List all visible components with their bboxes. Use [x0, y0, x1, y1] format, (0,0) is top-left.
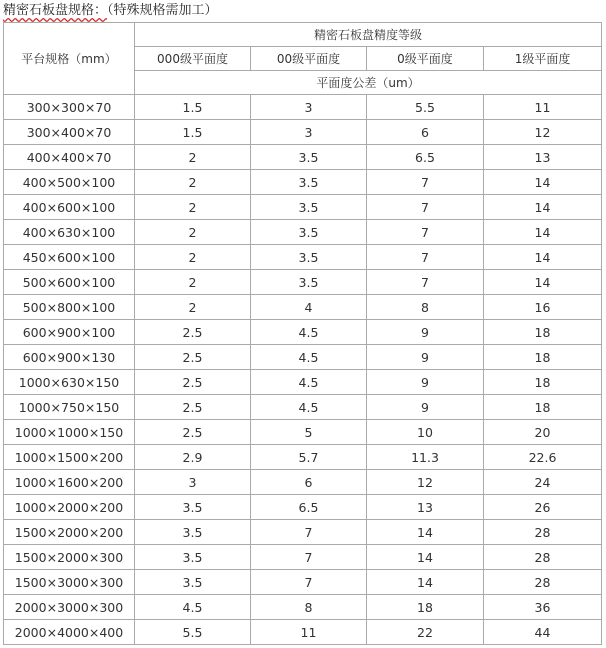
grade-1-cell: 14 — [484, 220, 602, 245]
table-row — [4, 570, 602, 595]
grade-000-cell: 1.5 — [135, 120, 251, 145]
grade-1-header: 1级平面度 — [484, 47, 602, 71]
grade-000-cell: 3.5 — [135, 545, 251, 570]
grade-000-cell: 2.5 — [135, 420, 251, 445]
grade-00-cell: 6.5 — [251, 495, 367, 520]
grade-00-cell: 5.7 — [251, 445, 367, 470]
spec-cell: 300×300×70 — [4, 95, 135, 120]
grade-00-cell: 5 — [251, 420, 367, 445]
grade-0-cell: 14 — [367, 520, 484, 545]
grade-0-cell: 7 — [367, 195, 484, 220]
spec-cell: 1000×1000×150 — [4, 420, 135, 445]
table-row — [4, 220, 602, 245]
grade-0-cell: 6 — [367, 120, 484, 145]
spec-cell: 500×800×100 — [4, 295, 135, 320]
table-row — [4, 145, 602, 170]
table-row — [4, 545, 602, 570]
table-row — [4, 420, 602, 445]
spec-cell: 300×400×70 — [4, 120, 135, 145]
grade-1-cell: 36 — [484, 595, 602, 620]
grade-00-cell: 3.5 — [251, 245, 367, 270]
grade-00-cell: 7 — [251, 570, 367, 595]
table-body — [4, 95, 602, 645]
grade-1-cell: 14 — [484, 170, 602, 195]
grade-000-cell: 2.9 — [135, 445, 251, 470]
spec-cell: 400×400×70 — [4, 145, 135, 170]
grade-00-cell: 4.5 — [251, 320, 367, 345]
grade-0-cell: 11.3 — [367, 445, 484, 470]
grade-1-cell: 28 — [484, 545, 602, 570]
grade-00-cell: 3.5 — [251, 170, 367, 195]
grade-1-cell: 28 — [484, 520, 602, 545]
spec-cell: 500×600×100 — [4, 270, 135, 295]
spec-cell: 1000×750×150 — [4, 395, 135, 420]
grade-1-cell: 16 — [484, 295, 602, 320]
grade-000-cell: 2 — [135, 270, 251, 295]
table-row — [4, 445, 602, 470]
spec-header-cell: 平台规格（mm） — [4, 23, 135, 95]
grade-000-cell: 2 — [135, 145, 251, 170]
title-main: 精密石板盘规格： — [3, 3, 108, 18]
page-title — [3, 2, 218, 20]
grade-000-cell: 2 — [135, 170, 251, 195]
grade-00-cell: 7 — [251, 545, 367, 570]
grade-0-cell: 9 — [367, 320, 484, 345]
spec-cell: 600×900×100 — [4, 320, 135, 345]
grade-00-cell: 6 — [251, 470, 367, 495]
grade-1-cell: 14 — [484, 195, 602, 220]
grade-0-cell: 18 — [367, 595, 484, 620]
spec-cell: 1000×630×150 — [4, 370, 135, 395]
grade-00-cell: 3 — [251, 95, 367, 120]
grade-000-cell: 2.5 — [135, 320, 251, 345]
table-row — [4, 195, 602, 220]
spec-cell: 2000×3000×300 — [4, 595, 135, 620]
grade-1-cell: 24 — [484, 470, 602, 495]
grade-00-cell: 4 — [251, 295, 367, 320]
grade-0-cell: 9 — [367, 345, 484, 370]
grade-00-cell: 3.5 — [251, 195, 367, 220]
title-note: （特殊规格需加工） — [107, 3, 218, 18]
table-header — [4, 23, 602, 95]
grade-000-cell: 2.5 — [135, 395, 251, 420]
grade-000-cell: 3.5 — [135, 570, 251, 595]
grade-0-cell: 14 — [367, 570, 484, 595]
spec-cell: 600×900×130 — [4, 345, 135, 370]
grade-1-cell: 18 — [484, 320, 602, 345]
table-row — [4, 120, 602, 145]
grade-0-cell: 12 — [367, 470, 484, 495]
grade-1-cell: 28 — [484, 570, 602, 595]
grade-1-cell: 22.6 — [484, 445, 602, 470]
spec-cell: 1000×1500×200 — [4, 445, 135, 470]
grade-1-cell: 18 — [484, 345, 602, 370]
grade-00-cell: 4.5 — [251, 345, 367, 370]
table-row — [4, 595, 602, 620]
table-row — [4, 245, 602, 270]
spec-cell: 450×600×100 — [4, 245, 135, 270]
grade-00-cell: 3 — [251, 120, 367, 145]
grade-00-cell: 4.5 — [251, 395, 367, 420]
table-row — [4, 520, 602, 545]
grade-1-cell: 20 — [484, 420, 602, 445]
grade-0-cell: 7 — [367, 220, 484, 245]
grade-0-cell: 9 — [367, 395, 484, 420]
grade-0-cell: 8 — [367, 295, 484, 320]
grade-0-cell: 14 — [367, 545, 484, 570]
grade-1-cell: 11 — [484, 95, 602, 120]
grade-0-cell: 7 — [367, 270, 484, 295]
grade-00-header: 00级平面度 — [251, 47, 367, 71]
grade-1-cell: 14 — [484, 245, 602, 270]
grade-1-cell: 26 — [484, 495, 602, 520]
spec-cell: 1500×3000×300 — [4, 570, 135, 595]
table-row — [4, 345, 602, 370]
grade-0-cell: 9 — [367, 370, 484, 395]
grade-00-cell: 8 — [251, 595, 367, 620]
grade-header-cell: 精密石板盘精度等级 — [135, 23, 602, 47]
grade-000-cell: 2 — [135, 245, 251, 270]
table-row — [4, 620, 602, 645]
table-row — [4, 170, 602, 195]
grade-000-header: 000级平面度 — [135, 47, 251, 71]
grade-00-cell: 11 — [251, 620, 367, 645]
grade-000-cell: 2 — [135, 295, 251, 320]
grade-000-cell: 3.5 — [135, 520, 251, 545]
grade-00-cell: 7 — [251, 520, 367, 545]
grade-00-cell: 4.5 — [251, 370, 367, 395]
spec-cell: 400×600×100 — [4, 195, 135, 220]
grade-0-cell: 7 — [367, 245, 484, 270]
spec-cell: 400×500×100 — [4, 170, 135, 195]
spec-cell: 1500×2000×200 — [4, 520, 135, 545]
grade-1-cell: 18 — [484, 395, 602, 420]
table-row — [4, 320, 602, 345]
table-row — [4, 470, 602, 495]
grade-000-cell: 2.5 — [135, 370, 251, 395]
grade-0-header: 0级平面度 — [367, 47, 484, 71]
spec-cell: 1500×2000×300 — [4, 545, 135, 570]
spec-cell: 1000×1600×200 — [4, 470, 135, 495]
table-row — [4, 295, 602, 320]
spec-cell: 2000×4000×400 — [4, 620, 135, 645]
grade-0-cell: 7 — [367, 170, 484, 195]
spec-cell: 400×630×100 — [4, 220, 135, 245]
table-row — [4, 270, 602, 295]
grade-1-cell: 12 — [484, 120, 602, 145]
grade-000-cell: 2 — [135, 220, 251, 245]
grade-0-cell: 5.5 — [367, 95, 484, 120]
grade-000-cell: 2 — [135, 195, 251, 220]
grade-0-cell: 6.5 — [367, 145, 484, 170]
grade-1-cell: 18 — [484, 370, 602, 395]
grade-0-cell: 10 — [367, 420, 484, 445]
grade-000-cell: 2.5 — [135, 345, 251, 370]
grade-000-cell: 5.5 — [135, 620, 251, 645]
grade-000-cell: 4.5 — [135, 595, 251, 620]
grade-000-cell: 3 — [135, 470, 251, 495]
table-row — [4, 370, 602, 395]
grade-00-cell: 3.5 — [251, 220, 367, 245]
grade-000-cell: 3.5 — [135, 495, 251, 520]
spec-table — [3, 22, 602, 645]
grade-1-cell: 13 — [484, 145, 602, 170]
grade-00-cell: 3.5 — [251, 270, 367, 295]
table-row — [4, 395, 602, 420]
grade-0-cell: 22 — [367, 620, 484, 645]
spec-cell: 1000×2000×200 — [4, 495, 135, 520]
grade-00-cell: 3.5 — [251, 145, 367, 170]
grade-0-cell: 13 — [367, 495, 484, 520]
grade-000-cell: 1.5 — [135, 95, 251, 120]
grade-1-cell: 14 — [484, 270, 602, 295]
tolerance-header-cell: 平面度公差（um） — [135, 71, 602, 95]
table-row — [4, 95, 602, 120]
table-row — [4, 495, 602, 520]
grade-1-cell: 44 — [484, 620, 602, 645]
